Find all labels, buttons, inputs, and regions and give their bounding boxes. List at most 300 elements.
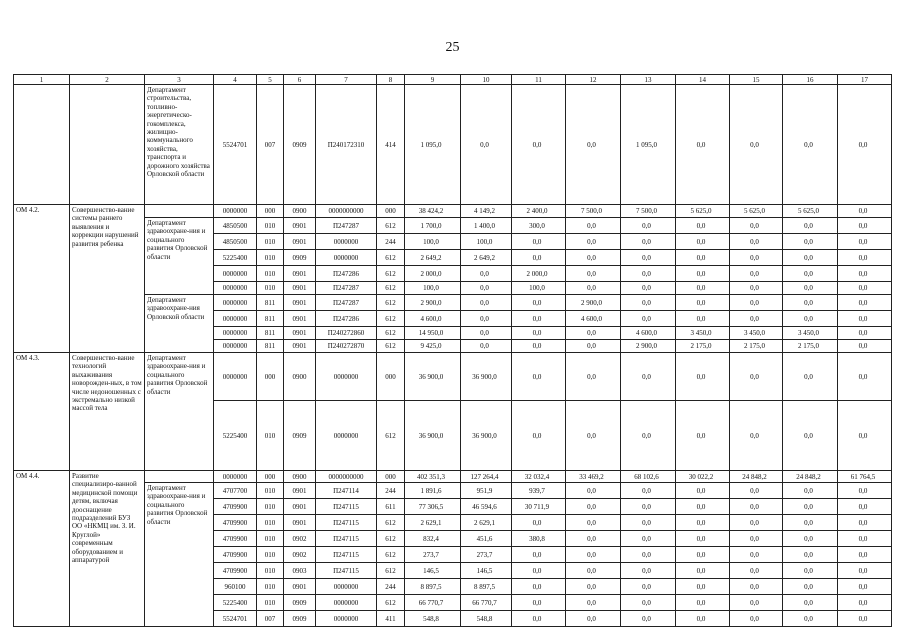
table-cell: 007 (257, 85, 284, 205)
table-cell: 0,0 (512, 595, 566, 611)
table-cell: 4 149,2 (461, 205, 512, 218)
table-cell: 0901 (284, 340, 316, 353)
table-cell: 0,0 (621, 295, 676, 311)
table-cell: 0902 (284, 531, 316, 547)
table-cell: 0,0 (461, 282, 512, 295)
table-cell: 0,0 (566, 515, 621, 531)
table-cell: 0,0 (730, 611, 783, 627)
table-cell: 0,0 (461, 85, 512, 205)
page-number: 25 (445, 40, 460, 55)
table-cell: 612 (377, 563, 405, 579)
table-cell: 0,0 (621, 234, 676, 250)
table-cell: 0,0 (512, 340, 566, 353)
table-cell: 0,0 (838, 234, 892, 250)
table-cell: 0,0 (566, 340, 621, 353)
table-cell: 33 469,2 (566, 471, 621, 483)
table-cell: 0,0 (783, 499, 838, 515)
table-cell: 612 (377, 401, 405, 471)
table-cell: 0,0 (621, 499, 676, 515)
table-cell: 0,0 (838, 250, 892, 266)
table-cell: 2 175,0 (730, 340, 783, 353)
table-cell: 612 (377, 282, 405, 295)
column-header: 2 (70, 75, 145, 85)
table-cell: 24 848,2 (730, 471, 783, 483)
table-cell: 0,0 (621, 311, 676, 327)
table-row (14, 218, 892, 234)
table-cell: 0,0 (512, 327, 566, 340)
table-cell: 5524701 (214, 611, 257, 627)
table-cell: 0000000 (316, 579, 377, 595)
table-cell: 0,0 (783, 401, 838, 471)
table-cell: 0,0 (566, 579, 621, 595)
table-cell: 0,0 (566, 250, 621, 266)
table-cell: 0,0 (621, 353, 676, 401)
table-cell: П247115 (316, 547, 377, 563)
measure-name: Совершенство-вание технологий выхаживания новорожден-ных, в том числе недоношенных с экстремально низкой массой тела (70, 353, 145, 471)
column-header: 8 (377, 75, 405, 85)
table-cell: 0000000 (214, 295, 257, 311)
table-cell: 2 175,0 (783, 340, 838, 353)
table-cell: 0000000 (316, 353, 377, 401)
table-cell: 0901 (284, 499, 316, 515)
table-cell: 0000000 (214, 471, 257, 483)
table-cell: 0000000000 (316, 205, 377, 218)
table-cell: 0,0 (461, 295, 512, 311)
measure-code: ОМ 4.4. (14, 471, 70, 627)
table-cell: 0,0 (838, 266, 892, 282)
table-cell: 2 629,1 (461, 515, 512, 531)
table-cell: 832,4 (405, 531, 461, 547)
table-cell: 4 600,0 (566, 311, 621, 327)
table-cell: 244 (377, 579, 405, 595)
table-cell: 0900 (284, 205, 316, 218)
table-cell: 3 450,0 (783, 327, 838, 340)
table-cell: 0902 (284, 547, 316, 563)
table-cell: 0901 (284, 218, 316, 234)
table-row (14, 353, 892, 401)
table-cell: 0,0 (783, 563, 838, 579)
table-cell: 0,0 (621, 282, 676, 295)
table-cell: 0,0 (512, 579, 566, 595)
table-cell: 0,0 (512, 563, 566, 579)
table-cell: 0,0 (783, 282, 838, 295)
table-cell: 0,0 (838, 353, 892, 401)
table-cell: 24 848,2 (783, 471, 838, 483)
table-cell: 0,0 (676, 266, 730, 282)
table-cell: 0,0 (512, 234, 566, 250)
table-cell: 0,0 (676, 401, 730, 471)
table-cell: 36 900,0 (405, 353, 461, 401)
table-cell: 000 (377, 471, 405, 483)
table-cell: 612 (377, 515, 405, 531)
executor-name: Департамент здравоохране-ния и социального развития Орловской области (145, 353, 214, 471)
table-cell: 0,0 (783, 595, 838, 611)
table-cell: 2 175,0 (676, 340, 730, 353)
table-cell: 0,0 (676, 483, 730, 499)
table-cell: 1 891,6 (405, 483, 461, 499)
table-cell: 273,7 (405, 547, 461, 563)
table-cell: 939,7 (512, 483, 566, 499)
table-cell: 0000000 (214, 282, 257, 295)
table-cell: 0,0 (512, 353, 566, 401)
table-cell: 010 (257, 266, 284, 282)
table-cell: 612 (377, 595, 405, 611)
table-cell: 612 (377, 266, 405, 282)
table-cell: 0,0 (566, 563, 621, 579)
column-header: 13 (621, 75, 676, 85)
table-cell: 0,0 (783, 531, 838, 547)
table-cell: 0901 (284, 579, 316, 595)
column-header: 16 (783, 75, 838, 85)
table-cell: 0900 (284, 353, 316, 401)
table-cell: 4 600,0 (621, 327, 676, 340)
table-cell: 0,0 (512, 611, 566, 627)
table-cell: 244 (377, 483, 405, 499)
table-cell: 0,0 (461, 327, 512, 340)
table-cell: 3 450,0 (730, 327, 783, 340)
table-cell: 612 (377, 340, 405, 353)
table-cell: 0901 (284, 311, 316, 327)
table-cell: П247114 (316, 483, 377, 499)
table-cell: П247115 (316, 499, 377, 515)
table-cell: 0000000000 (316, 471, 377, 483)
table-cell: 0,0 (730, 353, 783, 401)
table-cell: 0000000 (316, 250, 377, 266)
column-header: 12 (566, 75, 621, 85)
column-header: 11 (512, 75, 566, 85)
table-cell: 0,0 (621, 611, 676, 627)
table-cell: 612 (377, 327, 405, 340)
table-cell: 0,0 (512, 295, 566, 311)
table-cell: 38 424,2 (405, 205, 461, 218)
table-row (14, 295, 892, 311)
table-cell: 0,0 (838, 327, 892, 340)
table-cell: 0,0 (838, 205, 892, 218)
table-cell: 7 500,0 (566, 205, 621, 218)
table-row (14, 483, 892, 499)
table-cell: 0000000 (316, 595, 377, 611)
table-cell: 66 770,7 (461, 595, 512, 611)
table-cell: 0,0 (783, 483, 838, 499)
table-cell: 2 649,2 (461, 250, 512, 266)
table-cell: 0909 (284, 611, 316, 627)
table-cell: 0,0 (783, 611, 838, 627)
table-cell: П247287 (316, 218, 377, 234)
executor-name: Департамент здравоохране-ния и социального развития Орловской области (145, 218, 214, 295)
table-cell: 0,0 (621, 595, 676, 611)
table-cell: 61 764,5 (838, 471, 892, 483)
table-cell: 0,0 (676, 250, 730, 266)
table-cell: 0,0 (621, 483, 676, 499)
table-cell: 0,0 (783, 218, 838, 234)
table-cell: 8 897,5 (461, 579, 512, 595)
table-cell: 0,0 (730, 547, 783, 563)
table-cell: 0,0 (730, 218, 783, 234)
table-cell: 0900 (284, 471, 316, 483)
table-cell: 4709900 (214, 499, 257, 515)
table-cell: 0901 (284, 327, 316, 340)
table-cell: 000 (257, 205, 284, 218)
table-cell: 0909 (284, 595, 316, 611)
table-cell: 811 (257, 327, 284, 340)
table-cell: 0,0 (512, 311, 566, 327)
table-cell: 1 095,0 (405, 85, 461, 205)
table-cell: 0,0 (730, 483, 783, 499)
table-cell: 0,0 (783, 266, 838, 282)
table-cell: 0000000 (214, 311, 257, 327)
table-cell: 0,0 (566, 266, 621, 282)
table-cell: 14 950,0 (405, 327, 461, 340)
table-cell: П247115 (316, 515, 377, 531)
table-cell: 0901 (284, 282, 316, 295)
table-cell: 951,9 (461, 483, 512, 499)
table-cell: 0000000 (214, 205, 257, 218)
executor-name (145, 471, 214, 483)
table-cell: 2 000,0 (405, 266, 461, 282)
table-cell: 66 770,7 (405, 595, 461, 611)
table-cell: 0000000 (214, 353, 257, 401)
table-cell: 0,0 (676, 311, 730, 327)
table-cell: 010 (257, 483, 284, 499)
table-cell: 5524701 (214, 85, 257, 205)
table-cell: 612 (377, 218, 405, 234)
table-cell: 0903 (284, 563, 316, 579)
table-cell: 0,0 (512, 85, 566, 205)
table-cell: 0901 (284, 234, 316, 250)
table-cell: 2 400,0 (512, 205, 566, 218)
table-cell: 0,0 (783, 547, 838, 563)
table-cell: П247115 (316, 531, 377, 547)
table-cell: 0,0 (566, 531, 621, 547)
column-header: 7 (316, 75, 377, 85)
table-cell: 0,0 (566, 595, 621, 611)
table-cell: 77 306,5 (405, 499, 461, 515)
table-cell: 411 (377, 611, 405, 627)
table-row (14, 85, 892, 205)
table-cell: 2 900,0 (405, 295, 461, 311)
table-cell: 402 351,3 (405, 471, 461, 483)
table-cell: 0,0 (676, 595, 730, 611)
table-cell: 0,0 (566, 353, 621, 401)
measure-name: Развитие специализиро-ванной медицинской помощи детям, включая дооснащение подразделений БУЗ ОО «НКМЦ им. З. И. Круглой» современным оборудованием и аппаратурой (70, 471, 145, 627)
table-cell: 010 (257, 250, 284, 266)
table-cell: 010 (257, 579, 284, 595)
table-cell: 0,0 (676, 295, 730, 311)
table-cell: 0,0 (676, 531, 730, 547)
table-cell: 5 625,0 (783, 205, 838, 218)
table-cell: 0,0 (676, 563, 730, 579)
table-cell: 0,0 (730, 563, 783, 579)
table-cell: 0,0 (676, 579, 730, 595)
table-cell: 127 264,4 (461, 471, 512, 483)
table-cell: 0,0 (461, 340, 512, 353)
table-cell: 010 (257, 563, 284, 579)
executor-name (145, 205, 214, 218)
table-cell: 1 700,0 (405, 218, 461, 234)
table-cell: П240272860 (316, 327, 377, 340)
table-cell: 0,0 (676, 611, 730, 627)
table-cell: 0,0 (566, 282, 621, 295)
table-cell: 0,0 (838, 401, 892, 471)
table-cell: 010 (257, 531, 284, 547)
table-cell: 0,0 (783, 353, 838, 401)
table-cell: 0,0 (621, 266, 676, 282)
table-cell: 5225400 (214, 401, 257, 471)
table-cell: 811 (257, 311, 284, 327)
column-header: 6 (284, 75, 316, 85)
table-cell: 36 900,0 (461, 401, 512, 471)
table-cell: 30 022,2 (676, 471, 730, 483)
table-cell: 010 (257, 218, 284, 234)
table-cell: 010 (257, 595, 284, 611)
table-cell: 0,0 (730, 401, 783, 471)
table-cell: 0,0 (838, 531, 892, 547)
table-cell: 414 (377, 85, 405, 205)
table-cell: 0901 (284, 266, 316, 282)
table-cell: 0,0 (512, 515, 566, 531)
table-cell: 0,0 (676, 85, 730, 205)
table-cell: 5225400 (214, 250, 257, 266)
table-cell: 811 (257, 295, 284, 311)
table-cell: 0,0 (838, 218, 892, 234)
table-cell: 100,0 (405, 282, 461, 295)
measure-code (14, 85, 70, 205)
table-cell: 0,0 (621, 218, 676, 234)
table-cell: 0,0 (838, 483, 892, 499)
table-cell: 0,0 (838, 282, 892, 295)
table-cell: 0,0 (461, 311, 512, 327)
table-cell: 244 (377, 234, 405, 250)
table-cell: 300,0 (512, 218, 566, 234)
table-cell: 0,0 (730, 295, 783, 311)
table-cell: 0,0 (512, 547, 566, 563)
table-cell: 0,0 (783, 311, 838, 327)
table-cell: 0,0 (512, 401, 566, 471)
table-cell: 548,8 (405, 611, 461, 627)
table-cell: 0,0 (730, 282, 783, 295)
table-cell: 000 (257, 471, 284, 483)
table-cell: П247115 (316, 563, 377, 579)
table-cell: 0,0 (838, 595, 892, 611)
table-cell: 0,0 (783, 295, 838, 311)
table-cell: 612 (377, 311, 405, 327)
table-cell: 611 (377, 499, 405, 515)
table-cell: 000 (257, 353, 284, 401)
table-cell: 0,0 (838, 340, 892, 353)
table-cell: 0,0 (621, 401, 676, 471)
table-cell: 0,0 (621, 250, 676, 266)
table-cell: 0000000 (214, 266, 257, 282)
table-cell: 0,0 (730, 250, 783, 266)
table-cell: 0,0 (566, 499, 621, 515)
table-cell: 0,0 (838, 611, 892, 627)
column-header: 14 (676, 75, 730, 85)
table-cell: 8 897,5 (405, 579, 461, 595)
table-cell: 0000000 (316, 611, 377, 627)
table-cell: 0901 (284, 515, 316, 531)
column-header: 10 (461, 75, 512, 85)
table-cell: П247287 (316, 295, 377, 311)
column-header: 4 (214, 75, 257, 85)
table-row (14, 205, 892, 218)
table-cell: 0901 (284, 295, 316, 311)
table-cell: 146,5 (405, 563, 461, 579)
table-cell: 3 450,0 (676, 327, 730, 340)
table-cell: 010 (257, 547, 284, 563)
header-row (14, 75, 892, 85)
table-cell: 0,0 (838, 563, 892, 579)
measure-code: ОМ 4.3. (14, 353, 70, 471)
table-cell: 0,0 (838, 515, 892, 531)
table-cell: П240272870 (316, 340, 377, 353)
measure-code: ОМ 4.2. (14, 205, 70, 353)
table-cell: 451,6 (461, 531, 512, 547)
table-cell: 0,0 (730, 499, 783, 515)
column-header: 1 (14, 75, 70, 85)
table-cell: 36 900,0 (405, 401, 461, 471)
table-cell: 0,0 (838, 295, 892, 311)
table-cell: 0,0 (676, 234, 730, 250)
table-cell: 960100 (214, 579, 257, 595)
measure-name: Совершенство-вание системы раннего выявления и коррекции нарушений развития ребенка (70, 205, 145, 353)
table-cell: 7 500,0 (621, 205, 676, 218)
table-cell: 0,0 (566, 401, 621, 471)
table-cell: 2 900,0 (566, 295, 621, 311)
table-cell: 9 425,0 (405, 340, 461, 353)
table-cell: 0,0 (730, 531, 783, 547)
table-cell: 46 594,6 (461, 499, 512, 515)
table-cell: 0,0 (566, 234, 621, 250)
table-cell: 007 (257, 611, 284, 627)
table-cell: 0,0 (621, 563, 676, 579)
table-row (14, 471, 892, 483)
table-cell: 0000000 (214, 340, 257, 353)
table-cell: 2 649,2 (405, 250, 461, 266)
measure-name (70, 85, 145, 205)
table-cell: 4709900 (214, 515, 257, 531)
table-cell: 0909 (284, 85, 316, 205)
table-cell: П240172310 (316, 85, 377, 205)
table-cell: 548,8 (461, 611, 512, 627)
table-cell: 612 (377, 295, 405, 311)
table-cell: 0,0 (838, 85, 892, 205)
table-cell: 2 629,1 (405, 515, 461, 531)
executor-name: Департамент здравоохране-ния Орловской области (145, 295, 214, 353)
table-cell: 273,7 (461, 547, 512, 563)
table-cell: 0,0 (566, 483, 621, 499)
table-cell: 0,0 (783, 515, 838, 531)
executor-name: Департамент строительства, топливно-энергетическо-гокомплекса, жилищно-коммунального хозяйства, транспорта и дорожного хозяйства Орловской области (145, 85, 214, 205)
table-cell: 100,0 (461, 234, 512, 250)
table-cell: 0,0 (566, 611, 621, 627)
table-cell: 2 900,0 (621, 340, 676, 353)
table-cell: 0,0 (676, 218, 730, 234)
table-cell: 30 711,9 (512, 499, 566, 515)
table-cell: 0,0 (838, 499, 892, 515)
table-cell: 0,0 (838, 579, 892, 595)
column-header: 5 (257, 75, 284, 85)
column-header: 9 (405, 75, 461, 85)
table-cell: 100,0 (405, 234, 461, 250)
table-cell: 0,0 (566, 547, 621, 563)
table-cell: 000 (377, 353, 405, 401)
table-cell: 4 600,0 (405, 311, 461, 327)
table-cell: 0000000 (316, 234, 377, 250)
table-cell: 0,0 (676, 353, 730, 401)
table-cell: 0,0 (730, 311, 783, 327)
table-cell: 000 (377, 205, 405, 218)
table-cell: 0,0 (783, 250, 838, 266)
